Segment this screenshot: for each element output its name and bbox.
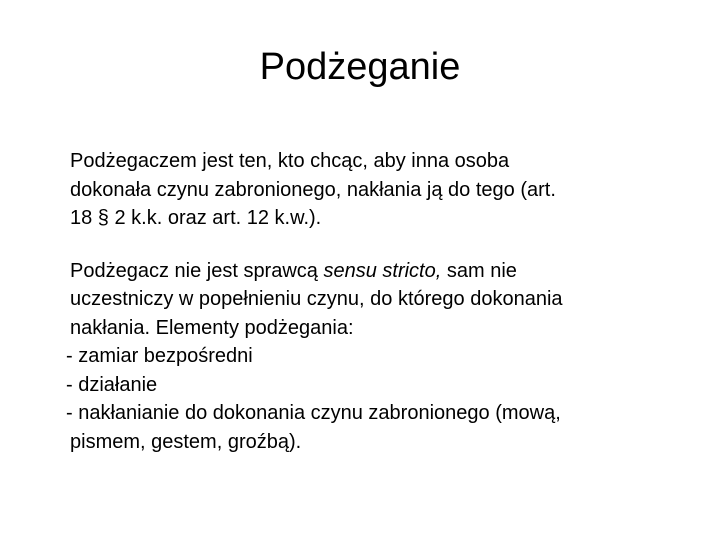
elements-line-1 (70, 257, 676, 286)
elements-last-line: pismem, gestem, groźbą). (70, 430, 302, 453)
slide-title: Podżeganie (259, 46, 461, 88)
latin-term: sensu stricto, (323, 259, 442, 282)
definition-line-3: 18 § 2 k.k. oraz art. 12 k.w.). (70, 207, 322, 229)
slide-body (66, 147, 676, 456)
element-item-intent: - zamiar bezpośredni (66, 345, 253, 367)
elements-line-1-end: sam nie (441, 259, 517, 282)
elements-line-2: uczestniczy w popełnieniu czynu, do którego dokonania (70, 288, 563, 310)
element-item-inducement: - nakłanianie do dokonania czynu zabronionego (mową, (66, 402, 561, 424)
elements-line-1-start: Podżegacz nie jest sprawcą (70, 259, 324, 282)
paragraph-elements (66, 257, 676, 457)
element-item-action: - działanie (66, 373, 158, 396)
elements-line-3: nakłania. Elementy podżegania: (70, 316, 354, 339)
definition-line-1: Podżegaczem jest ten, kto chcąc, aby inna osoba (70, 150, 510, 172)
definition-line-2: dokonała czynu zabronionego, nakłania ją do tego (art. (70, 178, 556, 201)
paragraph-definition (66, 147, 676, 233)
